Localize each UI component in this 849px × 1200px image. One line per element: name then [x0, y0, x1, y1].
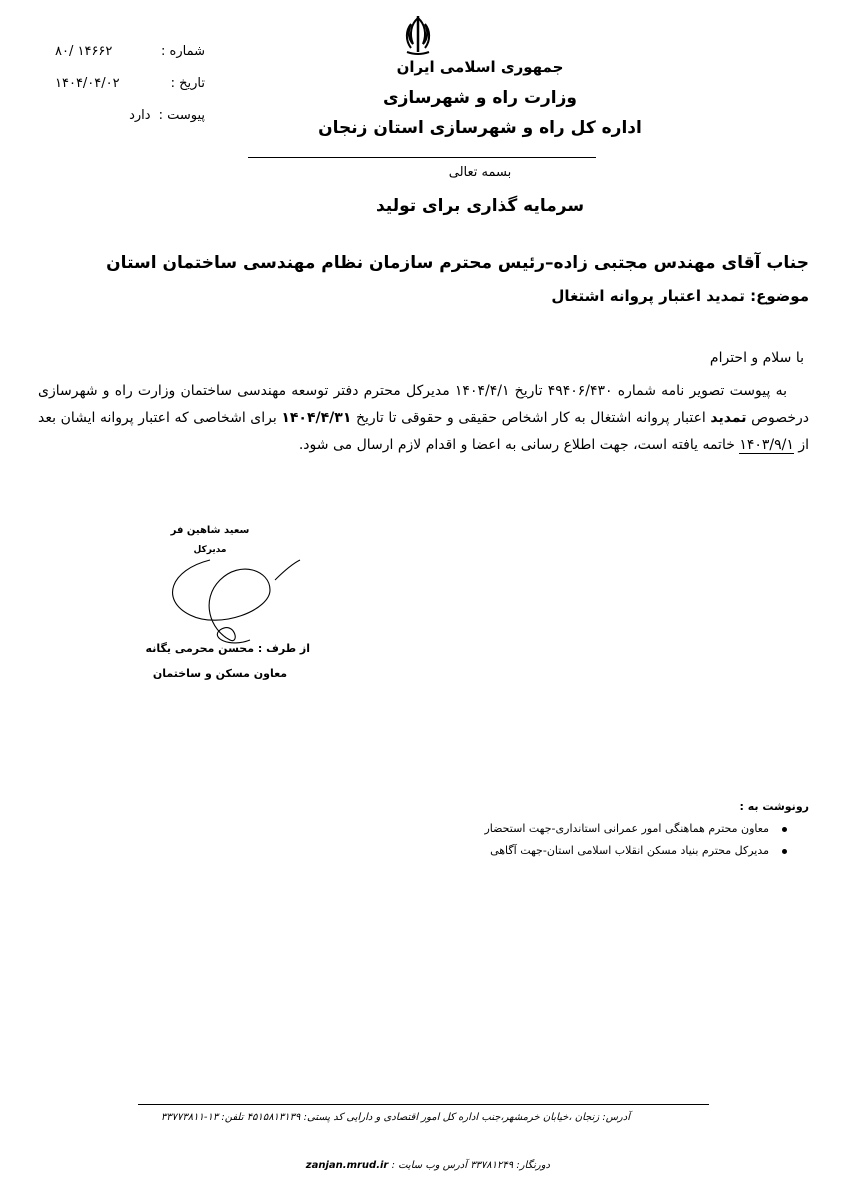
footer-fax	[305, 1160, 550, 1171]
body-bold-2: ۱۴۰۴/۴/۳۱	[281, 410, 352, 426]
signer-title: مدیرکل	[193, 545, 227, 555]
signer-on-behalf: از طرف : محسن محرمی یگانه	[145, 642, 310, 655]
bismillah: بسمه تعالی	[448, 165, 512, 180]
footer-divider	[138, 1104, 709, 1105]
bullet-icon	[782, 827, 787, 832]
body-bold-1: تمدید	[710, 410, 747, 426]
body-text-1: به پیوست تصویر نامه شماره ۴۹۴۰۶/۴۳۰ تاریخ ۱۴۰۴/۴/۱ مدیرکل محترم دفتر توسعه مهندسی ساختمان وزارت راه و شهرسازی درخصوص	[38, 383, 810, 426]
letter-meta	[55, 35, 205, 131]
ministry-name: وزارت راه و شهرسازی	[382, 88, 577, 108]
footer-website-link[interactable]: zanjan.mrud.ir	[305, 1160, 389, 1171]
bullet-icon	[782, 849, 787, 854]
addressee: جناب آقای مهندس مجتبی زاده–رئیس محترم سازمان نظام مهندسی ساختمان استان	[106, 253, 809, 273]
signer-role: معاون مسکن و ساختمان	[152, 667, 288, 680]
letter-date-row	[55, 67, 205, 99]
list-item: معاون محترم هماهنگی امور عمرانی استانداری-جهت استحضار	[484, 822, 787, 844]
header-divider	[248, 157, 596, 158]
slogan: سرمایه گذاری برای تولید	[375, 196, 585, 216]
letter-attachment-label: پیوست :	[158, 107, 205, 123]
letter-attachment-row	[55, 99, 205, 131]
cc-list	[484, 822, 787, 866]
iran-emblem-icon	[395, 12, 441, 58]
letter-date-value: ۱۴۰۴/۰۴/۰۲	[55, 75, 120, 91]
country-name: جمهوری اسلامی ایران	[396, 58, 564, 76]
signer-name: سعید شاهین فر	[170, 525, 250, 536]
body-text-3: برای اشخاصی که اعتبار پروانه ایشان بعد از	[38, 410, 809, 453]
footer-fax-text: دورنگار: ۳۳۷۸۱۲۴۹ آدرس وب سایت :	[391, 1160, 550, 1171]
office-name: اداره کل راه و شهرسازی استان زنجان	[318, 118, 642, 138]
cc-title: رونوشت به :	[739, 800, 809, 813]
subject: موضوع: تمدید اعتبار پروانه اشتغال	[551, 287, 809, 305]
letter-number-row	[55, 35, 205, 67]
list-item: مدیرکل محترم بنیاد مسکن انقلاب اسلامی استان-جهت آگاهی	[484, 844, 787, 866]
body-text-2: اعتبار پروانه اشتغال به کار اشخاص حقیقی و حقوقی تا تاریخ	[355, 410, 706, 426]
letter-attachment-value: دارد	[129, 107, 151, 123]
body-text-4: خاتمه یافته است، جهت اطلاع رسانی به اعضا و اقدام لازم ارسال می شود.	[298, 437, 735, 453]
footer-address: آدرس: زنجان ،خیابان خرمشهر،جنب اداره کل امور اقتصادی و دارایی کد پستی: ۴۵۱۵۸۱۳۱۳۹ تلفن: ۱۳-۳۳۷۷۳۸۱۱	[160, 1112, 630, 1123]
body-paragraph	[38, 378, 809, 459]
letter-number-value: ۸۰/ ۱۴۶۶۲	[55, 43, 113, 59]
letter-number-label: شماره :	[161, 43, 205, 59]
body-underlined-date: ۱۴۰۳/۹/۱	[739, 437, 794, 453]
letter-date-label: تاریخ :	[170, 75, 205, 91]
greeting: با سلام و احترام	[709, 350, 804, 366]
